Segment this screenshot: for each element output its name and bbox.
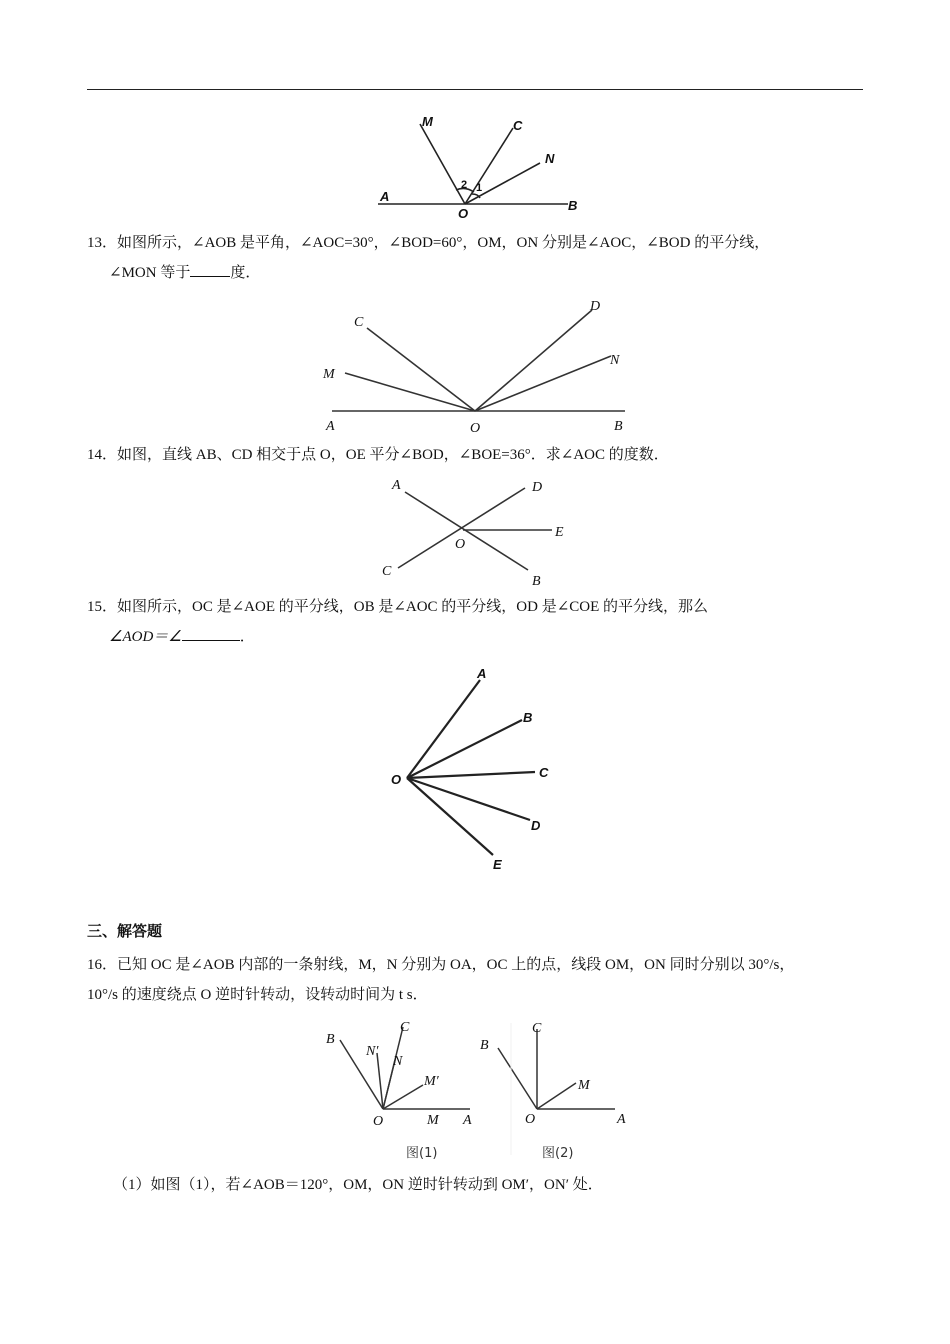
figure-q16 [320,1015,640,1165]
ray-on [475,356,611,411]
question-15 [87,592,877,652]
label-c: C [539,765,549,780]
fig2-label-c: C [532,1021,542,1036]
label-o: O [391,772,402,787]
q16-line2: 10°/s 的速度绕点 O 逆时针转动，设转动时间为 t s． [87,987,428,1003]
fig2-label-m: M [578,1078,590,1093]
label-o: O [455,537,466,552]
fig1-label-m: M [427,1113,439,1128]
ray-ob [407,720,522,778]
label-d: D [532,480,543,495]
figure-q15 [385,660,565,880]
fig1-label-a: A [463,1113,472,1128]
fig1-ray-om-prime [383,1085,423,1109]
ray-od [407,778,530,820]
q13-line2 [87,258,877,288]
answer-blank-15[interactable] [182,626,240,641]
ray-om [420,124,468,204]
label-m: M [323,367,335,382]
fig1-label-n: N [393,1054,403,1069]
fig1-label-m-prime: M′ [424,1074,439,1089]
label-a: A [326,419,335,434]
label-n: N [610,353,620,368]
ray-oc [367,328,475,411]
label-e: E [493,857,502,872]
figure-q13 [320,292,640,437]
section-heading: 三、解答题 [87,922,163,940]
answer-blank-13[interactable] [190,262,230,277]
q13-line2-text: ∠MON 等于 [109,265,191,281]
ray-oa [407,680,480,778]
figure-q14 [375,472,580,592]
ray-oe [407,778,493,855]
label-a: A [380,189,390,204]
ray-om [345,373,475,411]
q13-line2-end: 度． [230,265,261,281]
fig2-ray-ob [498,1048,537,1109]
fig2-label-o: O [525,1112,536,1127]
figure-q12 [370,108,590,221]
label-a: A [477,666,487,681]
label-o: O [458,206,469,221]
label-c: C [513,118,523,133]
fig2-caption: 图(2) [542,1146,574,1161]
line-ab [405,492,528,570]
q15-line1: 15．如图所示，OC 是∠AOE 的平分线，OB 是∠AOC 的平分线，OD 是∠COE 的平分线，那么 [87,599,709,615]
label-c: C [382,564,392,579]
q15-line2-text: ∠AOD＝∠ [109,629,182,645]
question-13 [87,228,877,288]
q15-line2 [87,622,877,652]
header-rule [87,89,863,90]
q13-line1: 13．如图所示，∠AOB 是平角，∠AOC=30°，∠BOD=60°，OM，ON 分别是∠AOC，∠BOD 的平分线， [87,235,770,251]
ray-oc [407,772,535,778]
fig1-label-n-prime: N′ [366,1044,379,1059]
label-o: O [470,421,481,436]
ray-oc [465,128,513,204]
fig1-label-b: B [326,1032,335,1047]
question-16 [87,950,877,1010]
q15-line2-end: ． [239,629,255,645]
fig2-label-b: B [480,1038,489,1053]
label-angle-1: 1 [476,182,483,194]
fig1-label-o: O [373,1114,384,1129]
label-angle-2: 2 [461,179,468,191]
label-e: E [555,525,564,540]
fig2-label-a: A [617,1112,626,1127]
label-b: B [568,198,578,213]
label-d: D [531,818,541,833]
label-b: B [532,574,541,589]
q14-line1: 14．如图，直线 AB、CD 相交于点 O，OE 平分∠BOD，∠BOE=36°．求∠AOC 的度数． [87,447,669,463]
fig1-label-c: C [400,1020,410,1035]
q16-line1: 16．已知 OC 是∠AOB 内部的一条射线，M，N 分别为 OA，OC 上的点，线段 OM，ON 同时分别以 30°/s， [87,957,795,973]
q16-part1-line: （1）如图（1），若∠AOB＝120°，OM，ON 逆时针转动到 OM′，ON′ 处． [113,1177,603,1193]
label-b: B [614,419,623,434]
label-m: M [422,114,433,129]
fig1-caption: 图(1) [406,1146,438,1161]
question-14 [87,440,877,470]
fig2-ray-om [537,1083,576,1109]
label-c: C [354,315,364,330]
label-a: A [392,478,401,493]
question-16-part-1 [113,1170,903,1200]
label-b: B [523,710,533,725]
label-n: N [545,151,555,166]
label-d: D [590,299,601,314]
ray-od [475,310,592,411]
